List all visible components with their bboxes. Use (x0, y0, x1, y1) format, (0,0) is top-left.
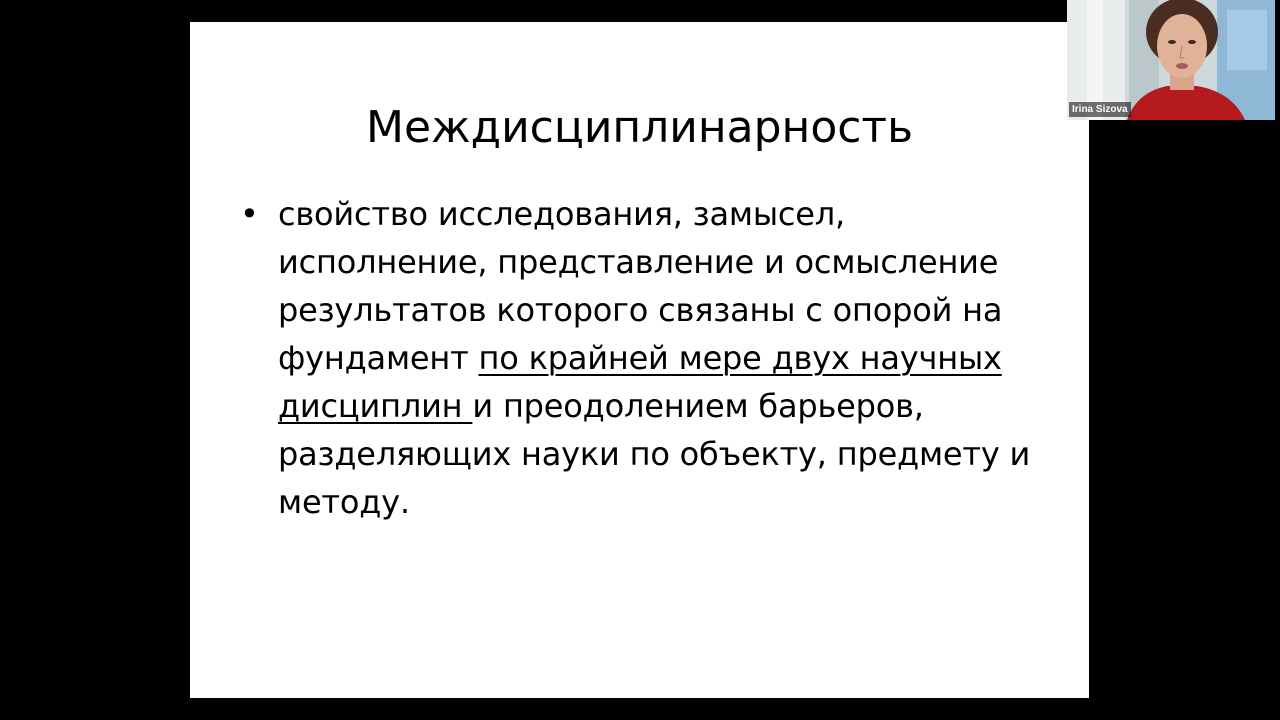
participant-name-label: Irina Sizova (1069, 102, 1131, 117)
bullet-text-part-1: свойство исследования, замысел, исполнение, представление и осмысление результатов которого связаны с опорой на фундамент (278, 195, 1003, 377)
slide-title: Междисциплинарность (365, 102, 913, 153)
bullet-text (278, 190, 1040, 526)
bullet-item (240, 190, 1040, 526)
bullet-text-underlined: по крайней мере двух научных дисциплин (278, 339, 1002, 425)
bullet-point-icon: • (240, 195, 259, 233)
presentation-slide (190, 22, 1089, 698)
bullet-text-part-2: и преодолением барьеров, разделяющих науки по объекту, предмету и методу. (278, 387, 1031, 521)
participant-video-tile[interactable] (1067, 0, 1275, 120)
